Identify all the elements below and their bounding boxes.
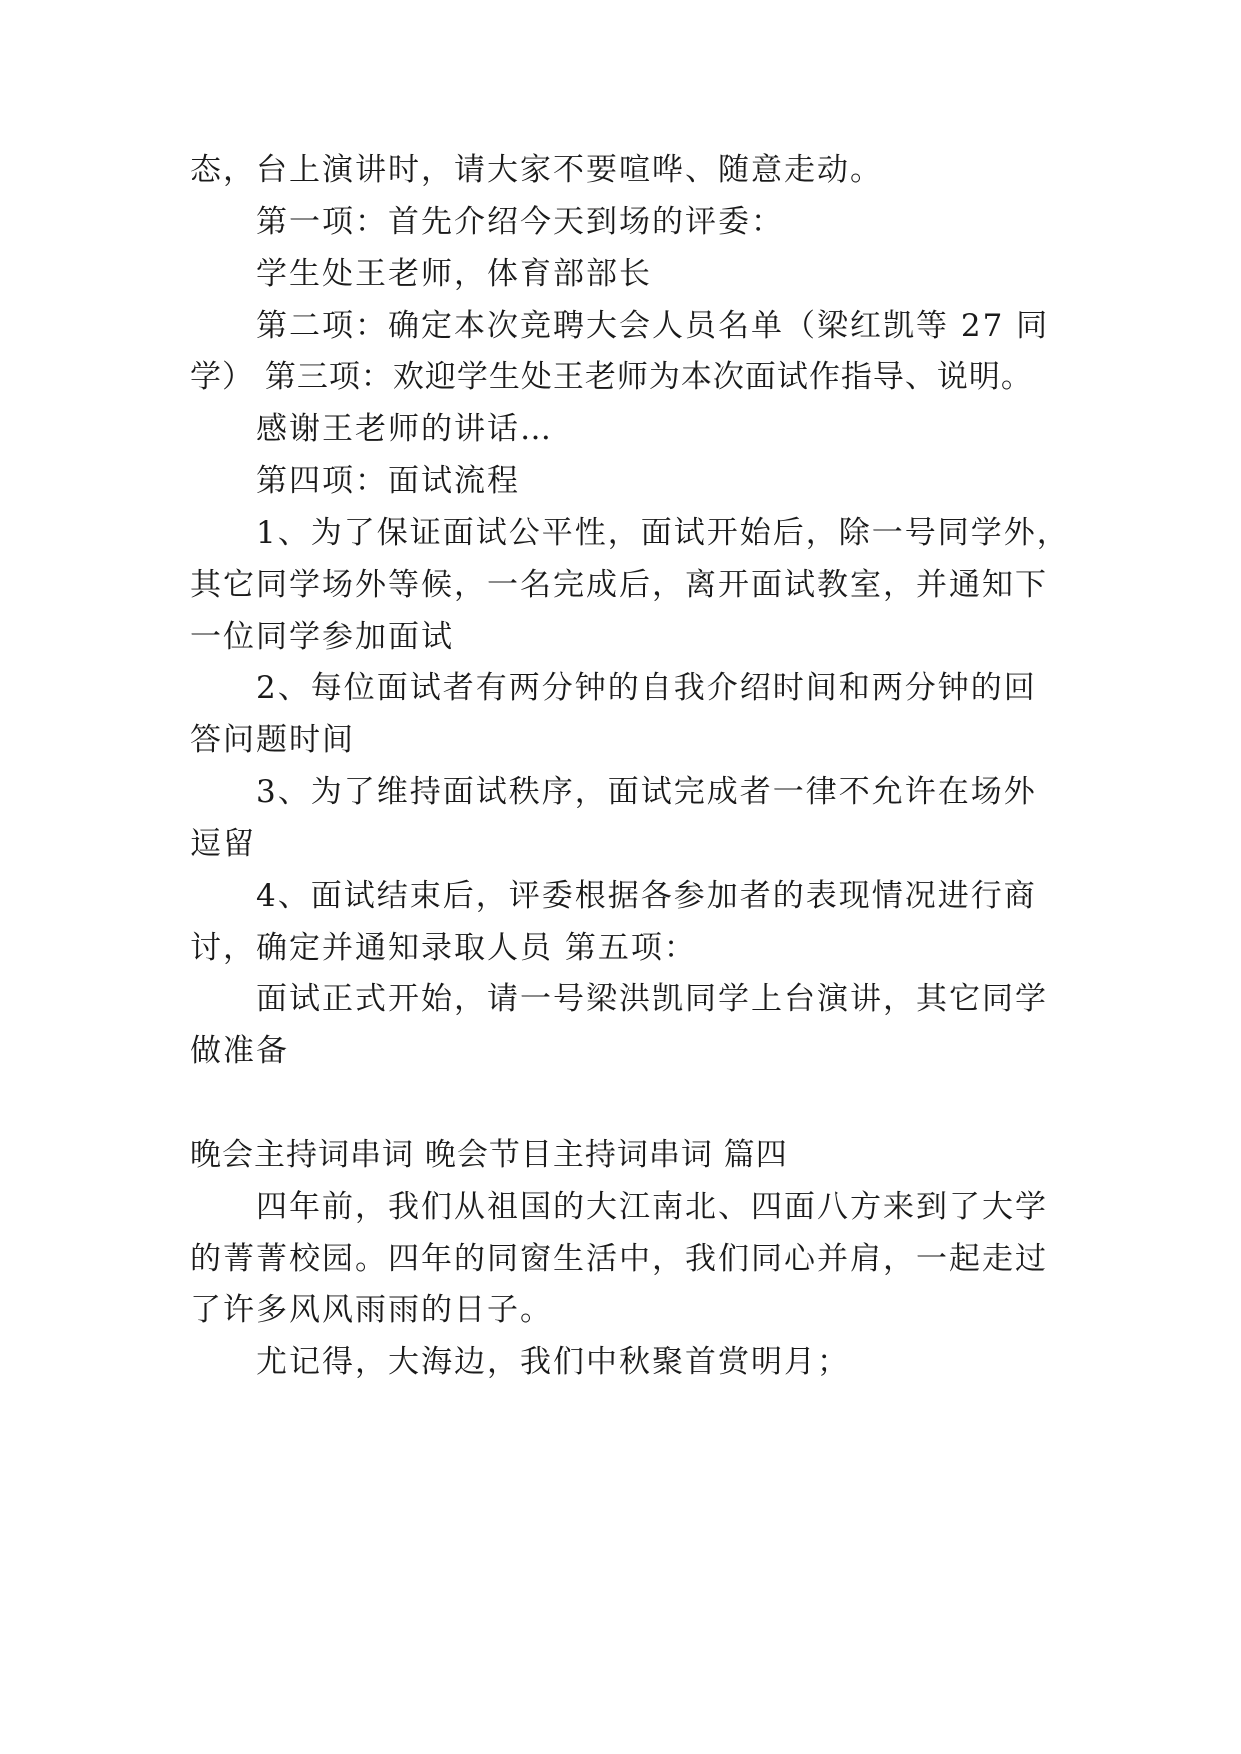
paragraph-line: 四年前，我们从祖国的大江南北、四面八方来到了大学 xyxy=(256,1189,1048,1225)
paragraph-line: 一位同学参加面试 xyxy=(190,619,454,655)
paragraph-line: 第四项：面试流程 xyxy=(256,463,520,499)
paragraph-line: 做准备 xyxy=(190,1033,289,1069)
paragraph-line: 其它同学场外等候，一名完成后，离开面试教室，并通知下 xyxy=(190,567,1048,603)
paragraph-line: 学） 第三项：欢迎学生处王老师为本次面试作指导、说明。 xyxy=(190,359,1033,395)
paragraph-line: 第一项：首先介绍今天到场的评委： xyxy=(256,204,784,240)
paragraph-line: 学生处王老师，体育部部长 xyxy=(256,256,652,292)
paragraph-line: 尤记得，大海边，我们中秋聚首赏明月； xyxy=(256,1344,850,1380)
paragraph-line: 态，台上演讲时，请大家不要喧哗、随意走动。 xyxy=(190,152,883,188)
paragraph-line: 的菁菁校园。四年的同窗生活中，我们同心并肩，一起走过 xyxy=(190,1241,1048,1277)
paragraph-line: 逗留 xyxy=(190,826,256,862)
paragraph-line: 答问题时间 xyxy=(190,722,355,758)
paragraph-line: 2、每位面试者有两分钟的自我介绍时间和两分钟的回 xyxy=(256,670,1037,706)
paragraph-line: 第二项：确定本次竞聘大会人员名单（梁红凯等 27 同 xyxy=(256,308,1050,344)
paragraph-line: 面试正式开始，请一号梁洪凯同学上台演讲，其它同学 xyxy=(256,981,1048,1017)
paragraph-line: 1、为了保证面试公平性，面试开始后，除一号同学外， xyxy=(256,515,1070,551)
paragraph-line: 3、为了维持面试秩序，面试完成者一律不允许在场外 xyxy=(256,774,1037,810)
paragraph-line: 了许多风风雨雨的日子。 xyxy=(190,1292,553,1328)
section-heading: 晚会主持词串词 晚会节目主持词串词 篇四 xyxy=(190,1137,788,1173)
paragraph-line: 感谢王老师的讲话… xyxy=(256,411,553,447)
paragraph-line: 讨，确定并通知录取人员 第五项： xyxy=(190,930,697,966)
paragraph-line: 4、面试结束后，评委根据各参加者的表现情况进行商 xyxy=(256,878,1037,914)
